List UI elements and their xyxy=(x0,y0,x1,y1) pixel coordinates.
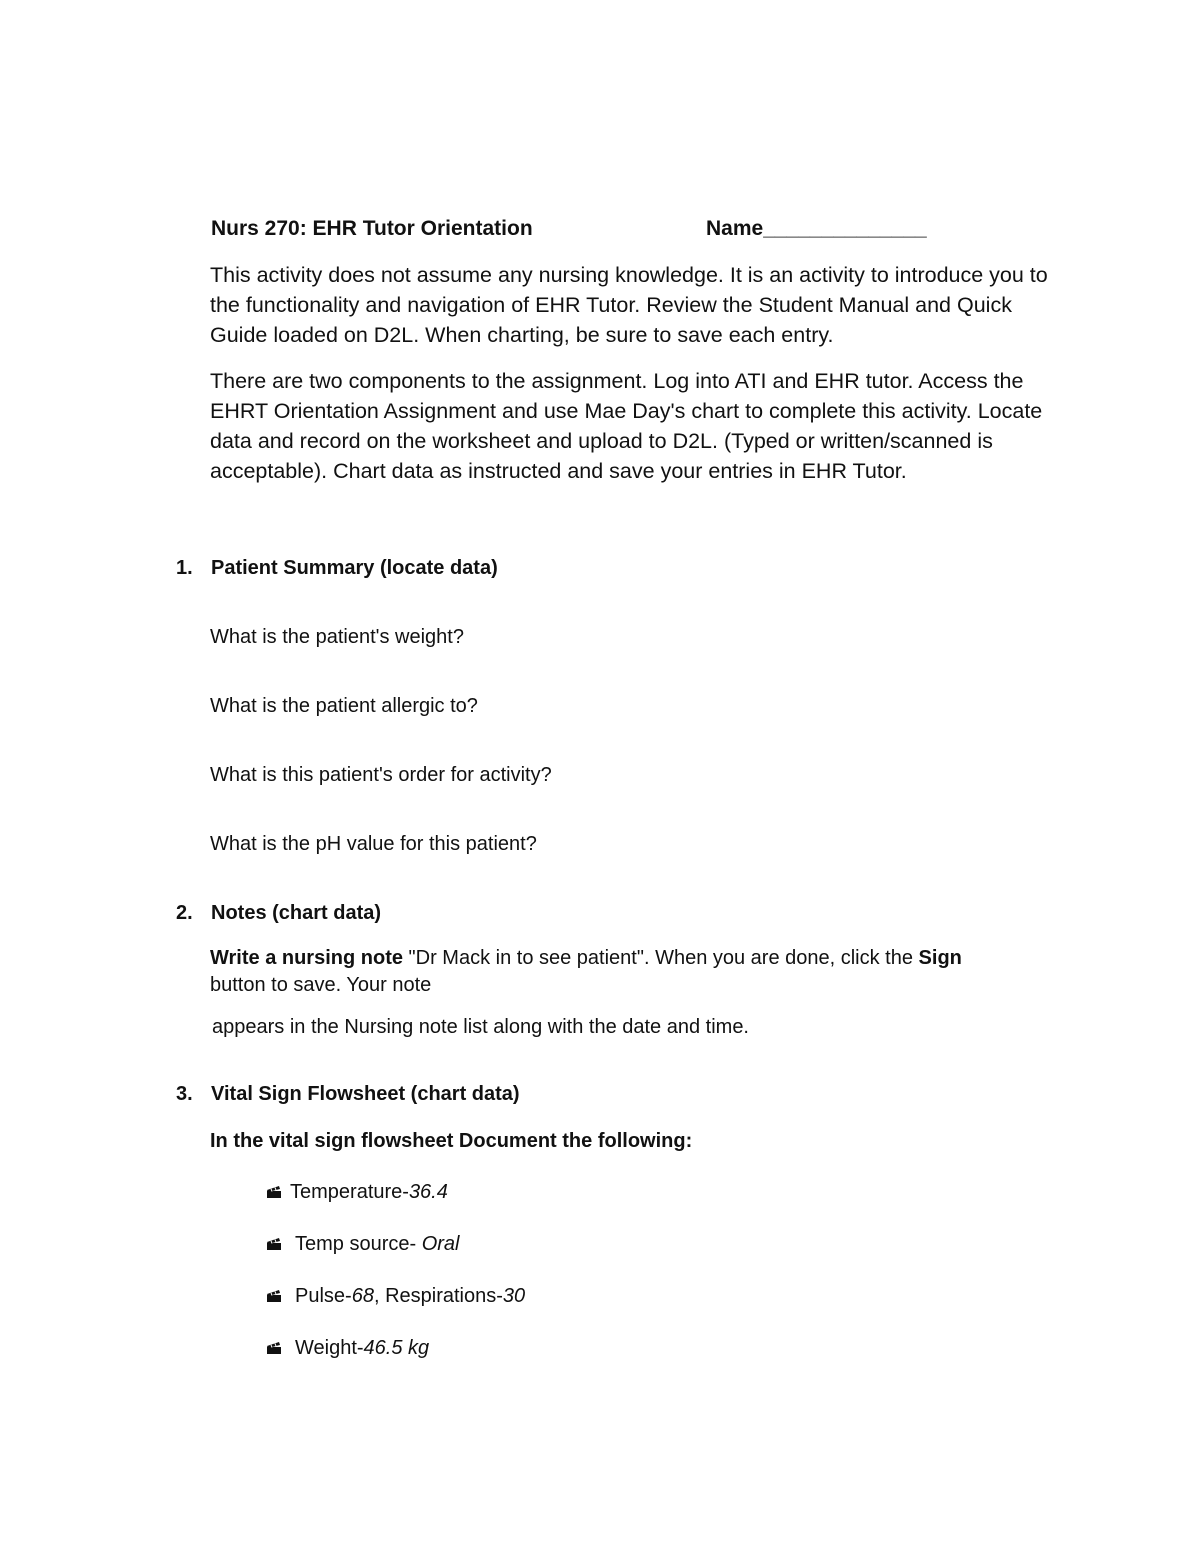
question-weight: What is the patient's weight? xyxy=(210,626,464,648)
document-title: Nurs 270: EHR Tutor Orientation xyxy=(211,217,533,240)
clapperboard-icon xyxy=(266,1341,282,1355)
respirations-label: , Respirations- xyxy=(373,1285,503,1307)
clapperboard-icon xyxy=(266,1185,282,1199)
section-3-number: 3. xyxy=(176,1083,193,1105)
vital-sign-instruction: In the vital sign flowsheet Document the following: xyxy=(210,1130,693,1152)
bullet-weight xyxy=(266,1337,429,1360)
sign-label: Sign xyxy=(918,947,962,969)
section-3-heading: Vital Sign Flowsheet (chart data) xyxy=(211,1083,520,1105)
bullet-pulse-respirations xyxy=(266,1285,525,1308)
bullet-temp-source xyxy=(266,1233,460,1256)
nursing-note-line-2: button to save. Your note xyxy=(210,974,432,996)
section-1-number: 1. xyxy=(176,557,193,579)
nursing-note-bold: Write a nursing note xyxy=(210,947,403,969)
weight-value: 46.5 kg xyxy=(363,1337,430,1359)
temp-source-label: Temp source- xyxy=(295,1233,422,1255)
nursing-note-quote: "Dr Mack in to see patient". When you are done, click the xyxy=(402,947,919,969)
temperature-label: Temperature- xyxy=(290,1181,409,1203)
nursing-note-instruction xyxy=(210,945,962,972)
question-activity-order: What is this patient's order for activity? xyxy=(210,764,552,786)
pulse-value: 68 xyxy=(351,1285,374,1307)
temperature-value: 36.4 xyxy=(408,1181,448,1203)
clapperboard-icon xyxy=(266,1289,282,1303)
name-field: Name______________ xyxy=(706,217,927,240)
clapperboard-icon xyxy=(266,1237,282,1251)
section-2-heading: Notes (chart data) xyxy=(211,902,382,924)
section-2-number: 2. xyxy=(176,902,193,924)
intro-paragraph: This activity does not assume any nursing knowledge. It is an activity to introduce you to the functionality and navigation of EHR Tutor. Review the Student Manual and Quick Guide loaded on D2L. When charting, be sure to save each entry. xyxy=(210,263,1048,347)
nursing-note-line-3: appears in the Nursing note list along with the date and time. xyxy=(212,1016,749,1038)
weight-label: Weight- xyxy=(295,1337,364,1359)
pulse-label: Pulse- xyxy=(295,1285,352,1307)
question-allergy: What is the patient allergic to? xyxy=(210,695,478,717)
section-1-heading: Patient Summary (locate data) xyxy=(211,557,498,579)
components-paragraph: There are two components to the assignment. Log into ATI and EHR tutor. Access the EHRT Orientation Assignment and use Mae Day's chart to complete this activity. Locate data and record on the worksheet and upload to D2L. (Typed or written/scanned is acceptable). Chart data as instructed and save your entries in EHR Tutor. xyxy=(210,369,1043,483)
temp-source-value: Oral xyxy=(421,1233,460,1255)
question-ph-value: What is the pH value for this patient? xyxy=(210,833,537,855)
bullet-temperature xyxy=(266,1181,448,1204)
respirations-value: 30 xyxy=(502,1285,526,1307)
